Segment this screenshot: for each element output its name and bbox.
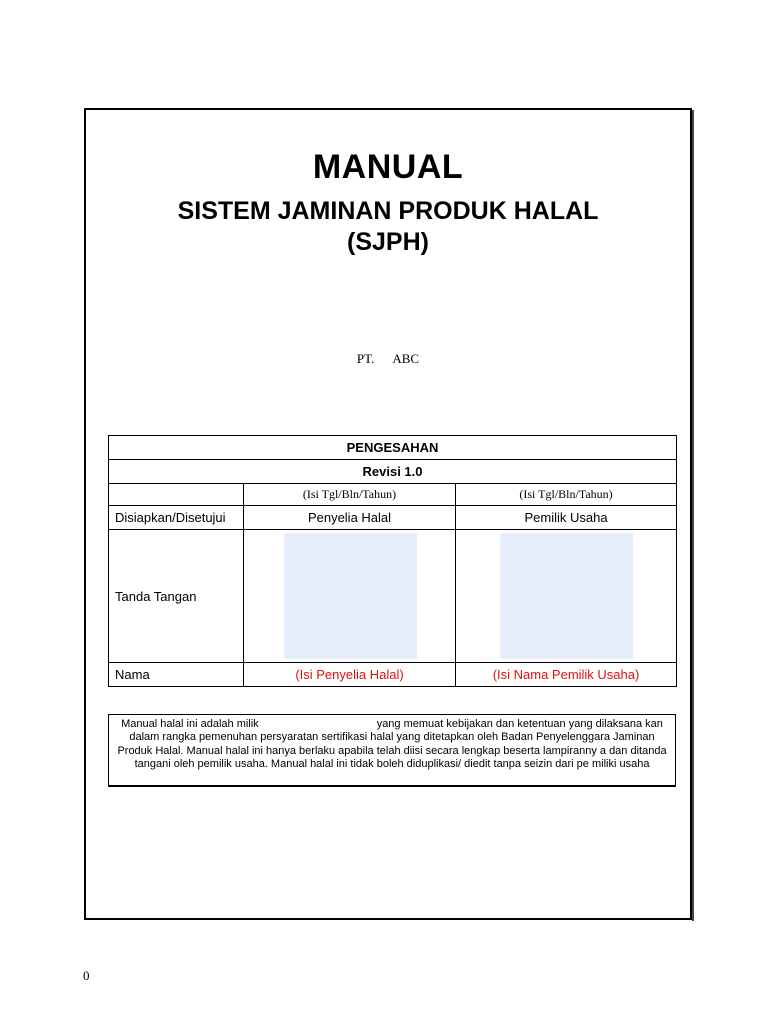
document-border-shadow	[692, 110, 694, 921]
company-value: ABC	[392, 351, 420, 366]
date-empty-cell	[109, 484, 244, 506]
role-penyelia: Penyelia Halal	[244, 506, 456, 530]
table-row-name	[109, 663, 677, 687]
table-row-date	[109, 484, 677, 506]
notice-text-start: Manual halal ini adalah milik	[121, 718, 259, 730]
table-row-revision	[109, 460, 677, 484]
company-prefix: PT.	[356, 351, 375, 366]
signature-field-pemilik[interactable]	[500, 533, 633, 659]
company-name	[84, 351, 692, 367]
date-field-pemilik[interactable]: (Isi Tgl/Bln/Tahun)	[456, 484, 677, 506]
name-field-penyelia[interactable]: (Isi Penyelia Halal)	[244, 663, 456, 687]
signature-cell-penyelia	[244, 530, 456, 663]
document-subtitle	[84, 196, 692, 258]
name-label: Nama	[109, 663, 244, 687]
date-field-penyelia[interactable]: (Isi Tgl/Bln/Tahun)	[244, 484, 456, 506]
signature-cell-pemilik	[456, 530, 677, 663]
approval-table	[108, 435, 677, 687]
name-field-pemilik[interactable]: (Isi Nama Pemilik Usaha)	[456, 663, 677, 687]
prepared-label: Disiapkan/Disetujui	[109, 506, 244, 530]
role-pemilik: Pemilik Usaha	[456, 506, 677, 530]
subtitle-line-1: SISTEM JAMINAN PRODUK HALAL	[177, 197, 599, 225]
approval-header: PENGESAHAN	[109, 436, 677, 460]
notice-text-body: yang memuat kebijakan dan ketentuan yang dilaksana kan dalam rangka pemenuhan persyaratan sertifikasi halal yang ditetapkan oleh Badan Penyelenggara Jaminan Produk Halal. Manual halal ini hanya berlaku apabila telah diisi secara lengkap beserta lampiranny a dan ditanda tangani oleh pemilik usaha. Manual halal ini tidak boleh diduplikasi/ diedit tanpa seizin dari pe miliki usaha	[117, 718, 667, 771]
subtitle-line-2: (SJPH)	[347, 228, 429, 256]
table-row-signature	[109, 530, 677, 663]
ownership-notice	[108, 714, 676, 787]
signature-label: Tanda Tangan	[109, 530, 244, 663]
signature-field-penyelia[interactable]	[284, 533, 417, 659]
table-row-role	[109, 506, 677, 530]
revision-label: Revisi 1.0	[109, 460, 677, 484]
table-row-header	[109, 436, 677, 460]
page-number: 0	[83, 968, 90, 983]
document-title: MANUAL	[312, 148, 464, 186]
